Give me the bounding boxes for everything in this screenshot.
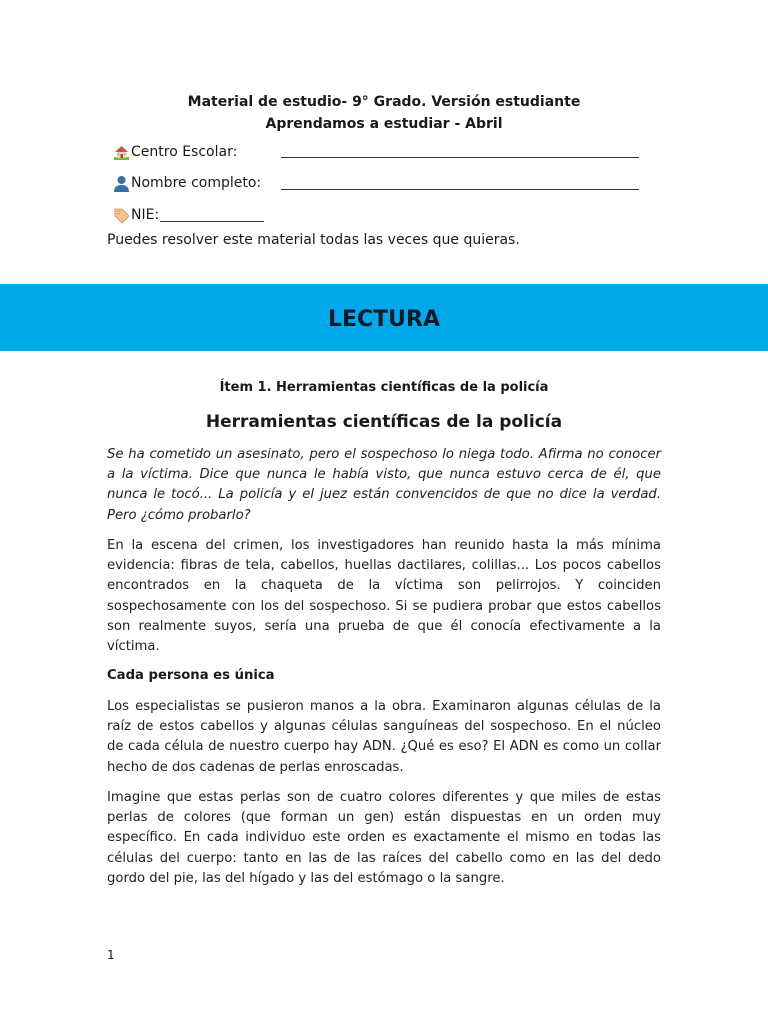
section-title: LECTURA: [327, 307, 441, 332]
document-subtitle: Aprendamos a estudiar - Abril: [265, 116, 503, 132]
name-field: [113, 173, 261, 193]
article-title: Herramientas científicas de la policía: [205, 412, 563, 432]
tag-icon: [113, 207, 130, 224]
article-paragraph: Imagine que estas perlas son de cuatro colores diferentes y que miles de estas perlas de colores (que forman un gen) están dispuestas en un orden muy específico. En cada individuo este orden es exactamente el mismo en todas las células del cuerpo: tanto en las de las raíces del cabello como en las del dedo gordo del pie, las del hígado y las del estómago o la sangre.: [107, 790, 661, 886]
school-field: [113, 142, 237, 162]
article-paragraph: En la escena del crimen, los investigadores han reunido hasta la más mínima evidencia: fibras de tela, cabellos, huellas dactilares, colillas... Los pocos cabellos encontrados en la chaqueta de la víctima son pelirrojos. Y coinciden sospechosamente con los del sospechoso. Si se pudiera probar que estos cabellos son realmente suyos, sería una prueba de que él conocía efectivamente a la víctima.: [107, 538, 661, 655]
document-title: Material de estudio- 9° Grado. Versión estudiante: [187, 94, 581, 110]
name-answer-line[interactable]: [281, 189, 639, 190]
item-title: Ítem 1. Herramientas científicas de la policía: [219, 380, 549, 395]
article-intro-paragraph: Se ha cometido un asesinato, pero el sospechoso lo niega todo. Afirma no conocer a la víctima. Dice que nunca le había visto, que nunca estuvo cerca de él, que nunca le tocó... La policía y el juez están convencidos de que no dice la verdad. Pero ¿cómo probarlo?: [107, 447, 661, 523]
instructions-note: Puedes resolver este material todas las veces que quieras.: [107, 232, 520, 248]
nie-label: NIE:: [131, 207, 160, 223]
school-label: Centro Escolar:: [131, 144, 238, 160]
article-paragraph: Los especialistas se pusieron manos a la obra. Examinaron algunas células de la raíz de estos cabellos y algunas células sanguíneas del sospechoso. En el núcleo de cada célula de nuestro cuerpo hay ADN. ¿Qué es eso? El ADN es como un collar hecho de dos cadenas de perlas enroscadas.: [107, 699, 661, 775]
name-label: Nombre completo:: [131, 175, 262, 191]
nie-field: [113, 205, 264, 225]
house-icon: [113, 144, 130, 161]
article-subheading: Cada persona es única: [107, 668, 275, 683]
person-icon: [113, 175, 130, 192]
nie-answer-line[interactable]: [160, 209, 264, 222]
school-answer-line[interactable]: [281, 157, 639, 158]
page-number: 1: [107, 948, 115, 962]
